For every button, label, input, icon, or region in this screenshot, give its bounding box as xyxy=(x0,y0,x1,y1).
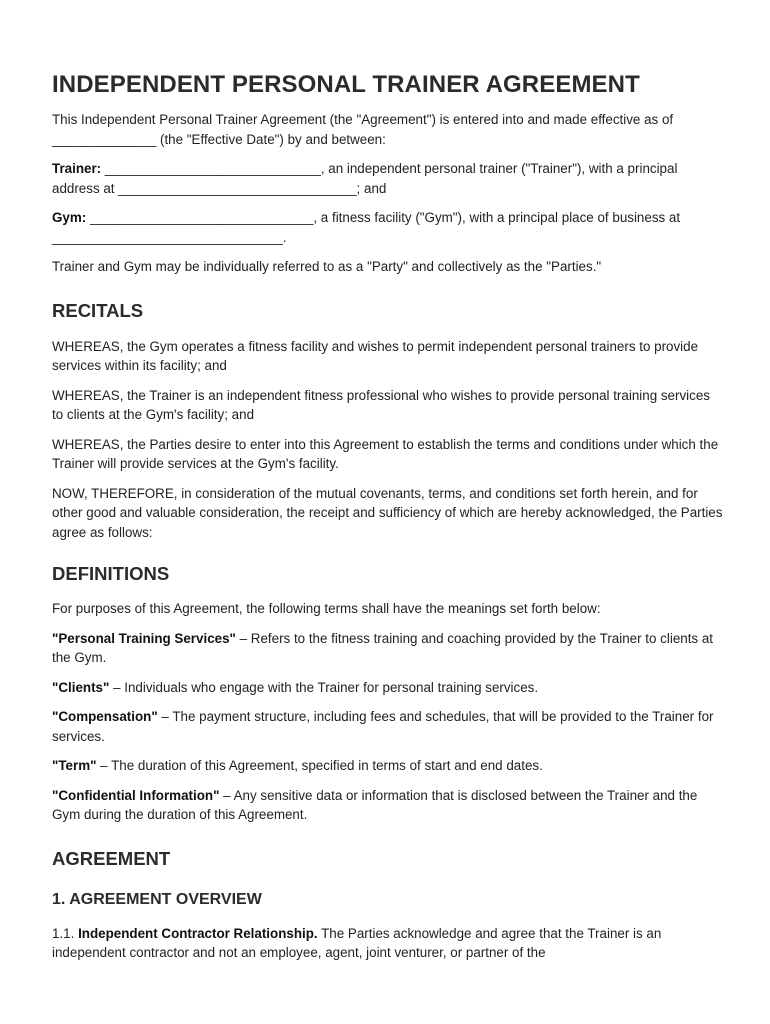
definitions-heading: DEFINITIONS xyxy=(52,563,170,584)
definition-item-5 xyxy=(52,786,724,825)
definition-term: "Confidential Information" xyxy=(52,787,220,803)
recital-paragraph-1: WHEREAS, the Gym operates a fitness facility and wishes to permit independent personal trainers to provide services within its facility; and xyxy=(52,338,699,373)
gym-text: ______________________________, a fitness facility ("Gym"), with a principal place of business at _______________________________. xyxy=(52,210,681,245)
document-page xyxy=(52,68,724,973)
definition-item-2 xyxy=(52,678,724,698)
clause-1-1 xyxy=(52,924,724,963)
document-title: INDEPENDENT PERSONAL TRAINER AGREEMENT xyxy=(52,71,640,98)
trainer-label: Trainer: xyxy=(52,161,102,176)
definition-item-4 xyxy=(52,756,724,776)
intro-paragraph: This Independent Personal Trainer Agreement (the "Agreement") is entered into and made effective as of ______________ (the "Effective Date") by and between: xyxy=(52,112,674,147)
recital-paragraph-3: WHEREAS, the Parties desire to enter into this Agreement to establish the terms and conditions under which the Trainer will provide services at the Gym's facility. xyxy=(52,436,719,471)
recital-paragraph-4: NOW, THEREFORE, in consideration of the mutual covenants, terms, and conditions set forth herein, and for other good and valuable consideration, the receipt and sufficiency of which are hereby acknowledged, the Parties agree as follows: xyxy=(52,485,723,540)
definition-term: "Clients" xyxy=(52,679,110,695)
definition-text: – Individuals who engage with the Trainer for personal training services. xyxy=(109,679,539,695)
definition-text: – Refers to the fitness training and coaching provided by the Trainer to clients at the Gym. xyxy=(52,630,714,665)
agreement-heading: AGREEMENT xyxy=(52,847,171,869)
gym-paragraph xyxy=(52,208,724,247)
clause-text: The Parties acknowledge and agree that the Trainer is an independent contractor and not an employee, agent, joint venturer, or partner of the xyxy=(52,925,662,960)
recital-paragraph-2: WHEREAS, the Trainer is an independent fitness professional who wishes to provide personal training services to clients at the Gym's facility; and xyxy=(52,387,710,422)
trainer-paragraph xyxy=(52,159,724,198)
definition-term: "Term" xyxy=(52,758,97,773)
definition-term: "Compensation" xyxy=(52,709,158,724)
gym-label: Gym: xyxy=(52,210,87,225)
definition-item-3 xyxy=(52,707,724,746)
parties-paragraph: Trainer and Gym may be individually referred to as a "Party" and collectively as the "Parties." xyxy=(52,259,602,274)
clause-title: Independent Contractor Relationship. xyxy=(78,925,318,941)
trainer-text: _____________________________, an independent personal trainer ("Trainer"), with a principal address at ________________________________; and xyxy=(52,161,678,196)
definitions-intro: For purposes of this Agreement, the following terms shall have the meanings set forth below: xyxy=(52,601,601,616)
definition-text: – Any sensitive data or information that is disclosed between the Trainer and the Gym during the duration of this Agreement. xyxy=(52,787,698,822)
definition-text: – The payment structure, including fees and schedules, that will be provided to the Trainer for services. xyxy=(52,709,714,744)
section-1-heading: 1. AGREEMENT OVERVIEW xyxy=(52,890,262,908)
definition-text: – The duration of this Agreement, specified in terms of start and end dates. xyxy=(96,758,543,773)
recitals-heading: RECITALS xyxy=(52,299,144,321)
clause-number: 1.1. xyxy=(52,925,75,941)
definition-item-1 xyxy=(52,629,724,668)
definition-term: "Personal Training Services" xyxy=(52,630,236,646)
